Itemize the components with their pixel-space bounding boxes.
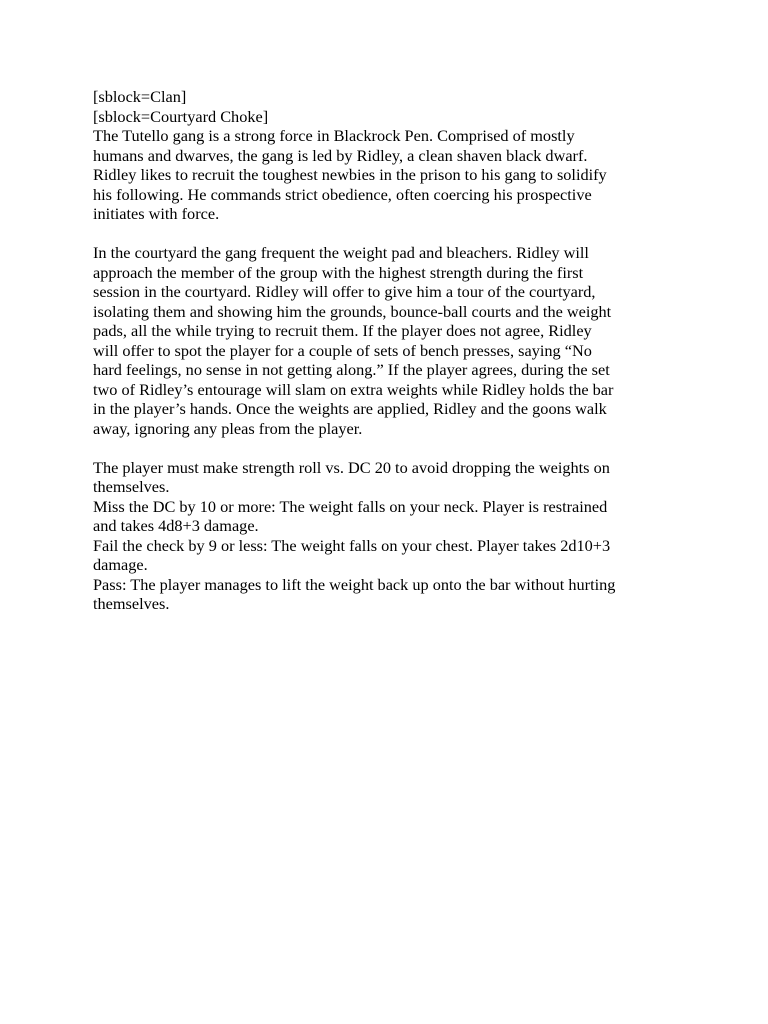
text-line: The Tutello gang is a strong force in Blackrock Pen. Comprised of mostly bbox=[93, 126, 575, 145]
text-line: Miss the DC by 10 or more: The weight falls on your neck. Player is restrained bbox=[93, 496, 608, 516]
text-line: away, ignoring any pleas from the player. bbox=[93, 418, 363, 438]
text-line: initiates with force. bbox=[93, 204, 220, 223]
paragraph-1 bbox=[93, 87, 683, 224]
text-line: damage. bbox=[93, 555, 148, 574]
text-line: his following. He commands strict obedience, often coercing his prospective bbox=[93, 184, 592, 204]
text-line: The player must make strength roll vs. DC 20 to avoid dropping the weights on bbox=[93, 457, 610, 477]
text-line: Ridley likes to recruit the toughest newbies in the prison to his gang to solidify bbox=[93, 165, 607, 184]
sblock-courtyard-choke-tag: [sblock=Courtyard Choke] bbox=[93, 106, 269, 126]
text-line: humans and dwarves, the gang is led by Ridley, a clean shaven black dwarf. bbox=[93, 145, 588, 165]
text-line: pads, all the while trying to recruit them. If the player does not agree, Ridley bbox=[93, 321, 592, 340]
text-line: will offer to spot the player for a couple of sets of bench presses, saying “No bbox=[93, 340, 592, 360]
text-line: two of Ridley’s entourage will slam on extra weights while Ridley holds the bar bbox=[93, 379, 614, 399]
text-line: approach the member of the group with the highest strength during the first bbox=[93, 262, 584, 282]
text-line: themselves. bbox=[93, 477, 170, 496]
text-line: hard feelings, no sense in not getting along.” If the player agrees, during the set bbox=[93, 360, 610, 379]
paragraph-2 bbox=[93, 243, 683, 438]
text-line: In the courtyard the gang frequent the weight pad and bleachers. Ridley will bbox=[93, 243, 589, 262]
document-page bbox=[93, 87, 683, 614]
text-line: themselves. bbox=[93, 594, 170, 613]
text-line: session in the courtyard. Ridley will offer to give him a tour of the courtyard, bbox=[93, 282, 596, 301]
text-line: in the player’s hands. Once the weights are applied, Ridley and the goons walk bbox=[93, 399, 607, 418]
paragraph-3 bbox=[93, 458, 683, 614]
text-line: and takes 4d8+3 damage. bbox=[93, 516, 259, 535]
text-line: isolating them and showing him the grounds, bounce-ball courts and the weight bbox=[93, 301, 612, 321]
sblock-clan-tag: [sblock=Clan] bbox=[93, 87, 187, 106]
text-line: Fail the check by 9 or less: The weight falls on your chest. Player takes 2d10+3 bbox=[93, 535, 611, 555]
text-line: Pass: The player manages to lift the weight back up onto the bar without hurting bbox=[93, 574, 616, 594]
